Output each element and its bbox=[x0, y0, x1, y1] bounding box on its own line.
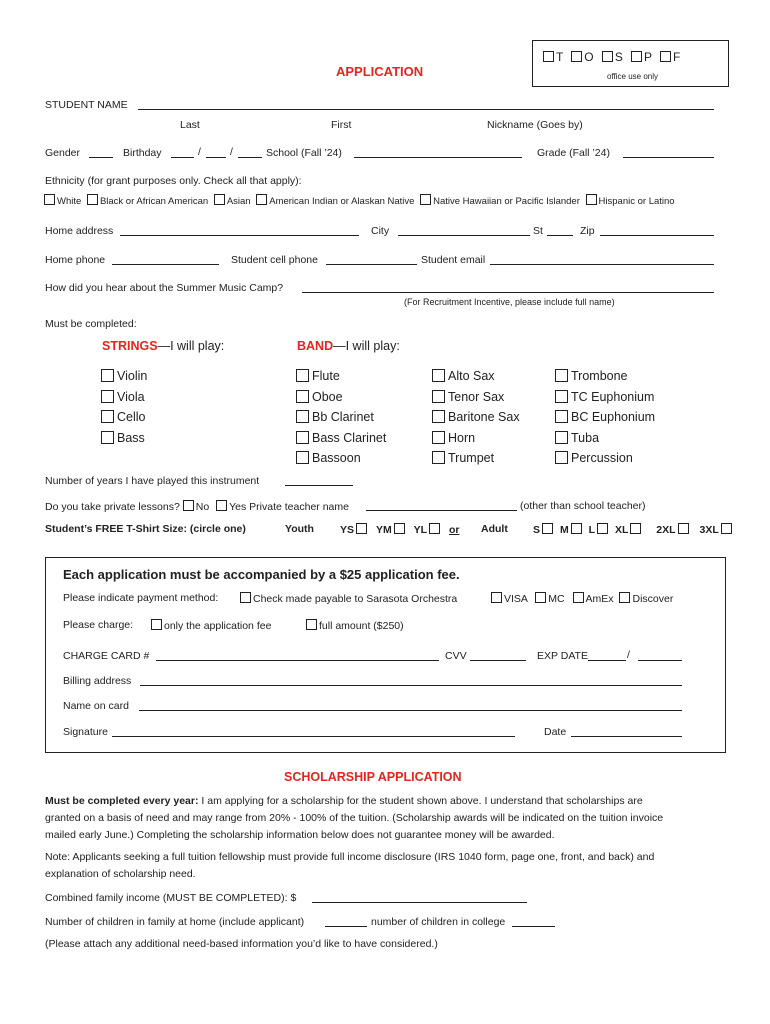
checkbox-icon[interactable] bbox=[296, 410, 309, 423]
grade-field[interactable] bbox=[623, 147, 714, 158]
years-played-label: Number of years I have played this instrument bbox=[45, 475, 260, 487]
band-item[interactable] bbox=[555, 448, 655, 469]
referral-field[interactable] bbox=[302, 282, 714, 293]
zip-field[interactable] bbox=[600, 225, 714, 236]
amex-checkbox[interactable] bbox=[573, 592, 584, 603]
strings-heading bbox=[102, 339, 224, 353]
amex-label: AmEx bbox=[585, 593, 614, 605]
state-field[interactable] bbox=[547, 225, 573, 236]
city-field[interactable] bbox=[398, 225, 530, 236]
band-list-1 bbox=[296, 366, 386, 469]
checkbox-icon[interactable] bbox=[296, 451, 309, 464]
children-college-label: number of children in college bbox=[371, 916, 506, 928]
band-item[interactable] bbox=[296, 366, 386, 387]
charge-option-fee bbox=[151, 619, 271, 632]
student-name-label: STUDENT NAME bbox=[45, 99, 128, 111]
size-xl-checkbox[interactable] bbox=[630, 523, 641, 534]
ethnicity-checkbox-american-indian[interactable] bbox=[256, 194, 267, 205]
office-checkbox-t[interactable] bbox=[543, 51, 554, 62]
nickname-caption: Nickname (Goes by) bbox=[487, 119, 583, 131]
cvv-label: CVV bbox=[445, 650, 467, 662]
size-3xl-label: 3XL bbox=[699, 524, 719, 536]
payment-method-label: Please indicate payment method: bbox=[63, 592, 219, 604]
card-number-label: CHARGE CARD # bbox=[63, 650, 150, 662]
band-item[interactable] bbox=[555, 387, 655, 408]
discover-checkbox[interactable] bbox=[619, 592, 630, 603]
lessons-row bbox=[45, 500, 349, 513]
checkbox-icon[interactable] bbox=[555, 410, 568, 423]
band-item[interactable] bbox=[296, 448, 386, 469]
instrument-label: Oboe bbox=[312, 389, 343, 404]
cell-phone-field[interactable] bbox=[326, 254, 417, 265]
size-l-checkbox[interactable] bbox=[597, 523, 608, 534]
charge-full-checkbox[interactable] bbox=[306, 619, 317, 630]
band-heading bbox=[297, 339, 400, 353]
office-use-note: office use only bbox=[607, 72, 658, 81]
band-item[interactable] bbox=[555, 428, 655, 449]
band-suffix: —I will play: bbox=[333, 339, 400, 353]
birthday-label: Birthday bbox=[123, 147, 162, 159]
size-ym-label: YM bbox=[375, 524, 392, 536]
exp-sep: / bbox=[627, 649, 630, 661]
ethnicity-option-black: Black or African American bbox=[99, 196, 209, 207]
first-name-caption: First bbox=[331, 119, 352, 131]
home-address-label: Home address bbox=[45, 225, 114, 237]
exp-date-label: EXP DATE bbox=[537, 650, 588, 662]
instrument-label: Percussion bbox=[571, 451, 633, 465]
ethnicity-options bbox=[44, 194, 675, 207]
instrument-label: Viola bbox=[117, 389, 145, 404]
band-item[interactable] bbox=[432, 366, 520, 387]
instrument-label: Bb Clarinet bbox=[312, 410, 374, 424]
band-item[interactable] bbox=[296, 428, 386, 449]
size-ym-checkbox[interactable] bbox=[394, 523, 405, 534]
checkbox-icon[interactable] bbox=[296, 369, 309, 382]
instrument-label: Trombone bbox=[571, 369, 628, 383]
band-title: BAND bbox=[297, 339, 334, 353]
birthday-sep-2: / bbox=[230, 146, 233, 158]
checkbox-icon[interactable] bbox=[101, 410, 114, 423]
checkbox-icon[interactable] bbox=[432, 451, 445, 464]
referral-note: (For Recruitment Incentive, please include full name) bbox=[404, 297, 615, 307]
tshirt-or: or bbox=[448, 524, 460, 536]
attach-note: (Please attach any additional need-based information you’d like to have considered.) bbox=[45, 938, 438, 950]
visa-checkbox[interactable] bbox=[491, 592, 502, 603]
email-label: Student email bbox=[421, 254, 486, 266]
checkbox-icon[interactable] bbox=[555, 390, 568, 403]
checkbox-icon[interactable] bbox=[101, 431, 114, 444]
office-options bbox=[543, 50, 681, 64]
home-address-field[interactable] bbox=[120, 225, 359, 236]
last-name-caption: Last bbox=[180, 119, 200, 131]
check-payment-label: Check made payable to Sarasota Orchestra bbox=[253, 593, 458, 605]
instrument-label: Cello bbox=[117, 410, 146, 424]
instrument-label: Bass Clarinet bbox=[312, 430, 387, 445]
lessons-label: Do you take private lessons? bbox=[45, 501, 180, 513]
band-item[interactable] bbox=[432, 407, 520, 428]
page-title: APPLICATION bbox=[336, 64, 424, 79]
zip-label: Zip bbox=[580, 225, 595, 237]
ethnicity-checkbox-pacific-islander[interactable] bbox=[420, 194, 431, 205]
office-option-f: F bbox=[672, 50, 681, 64]
band-item[interactable] bbox=[296, 407, 386, 428]
date-field[interactable] bbox=[571, 726, 682, 737]
ethnicity-option-hispanic: Hispanic or Latino bbox=[598, 196, 675, 207]
band-item[interactable] bbox=[432, 448, 520, 469]
teacher-label: Private teacher name bbox=[249, 501, 349, 513]
instrument-label: Bass bbox=[117, 430, 145, 445]
size-l-label: L bbox=[588, 524, 596, 536]
payment-methods bbox=[240, 592, 457, 605]
ethnicity-checkbox-asian[interactable] bbox=[214, 194, 225, 205]
signature-label: Signature bbox=[63, 726, 108, 738]
email-field[interactable] bbox=[490, 254, 714, 265]
cvv-field[interactable] bbox=[470, 650, 526, 661]
instrument-label: Baritone Sax bbox=[448, 410, 520, 424]
size-xl-label: XL bbox=[614, 524, 629, 536]
lessons-yes-checkbox[interactable] bbox=[216, 500, 227, 511]
size-2xl-label: 2XL bbox=[656, 524, 676, 536]
must-complete-label: Must be completed: bbox=[45, 318, 137, 330]
scholarship-para-line1 bbox=[45, 795, 643, 807]
instrument-label: Trumpet bbox=[448, 451, 495, 465]
instrument-label: Bassoon bbox=[312, 451, 361, 465]
checkbox-icon[interactable] bbox=[555, 431, 568, 444]
charge-full-label: full amount ($250) bbox=[319, 620, 404, 632]
date-label: Date bbox=[544, 726, 567, 738]
city-label: City bbox=[371, 225, 390, 237]
ethnicity-option-asian: Asian bbox=[226, 196, 251, 207]
checkbox-icon[interactable] bbox=[296, 390, 309, 403]
exp-year-field[interactable] bbox=[638, 650, 682, 661]
checkbox-icon[interactable] bbox=[101, 369, 114, 382]
scholarship-note-line1: Note: Applicants seeking a full tuition fellowship must provide full income disclosure (IRS 1040 form, page one, front, and back) and bbox=[45, 851, 655, 863]
checkbox-icon[interactable] bbox=[555, 451, 568, 464]
fee-heading: Each application must be accompanied by a $25 application fee. bbox=[63, 567, 460, 582]
discover-label: Discover bbox=[632, 593, 674, 605]
size-yl-label: YL bbox=[413, 524, 428, 536]
lessons-yes-label: Yes bbox=[229, 501, 247, 513]
size-m-checkbox[interactable] bbox=[571, 523, 582, 534]
size-s-checkbox[interactable] bbox=[542, 523, 553, 534]
instrument-label: TC Euphonium bbox=[571, 389, 655, 404]
birthday-year-field[interactable] bbox=[238, 147, 262, 158]
name-on-card-label: Name on card bbox=[63, 700, 129, 712]
mc-checkbox[interactable] bbox=[535, 592, 546, 603]
checkbox-icon[interactable] bbox=[296, 431, 309, 444]
ethnicity-label: Ethnicity (for grant purposes only. Check all that apply): bbox=[45, 175, 302, 187]
home-phone-field[interactable] bbox=[112, 254, 219, 265]
band-list-3 bbox=[555, 366, 655, 469]
instrument-label: Tenor Sax bbox=[448, 389, 505, 404]
family-income-label: Combined family income (MUST BE COMPLETED): $ bbox=[45, 892, 297, 904]
instrument-label: Tuba bbox=[571, 430, 600, 445]
instrument-label: Alto Sax bbox=[448, 369, 495, 383]
name-on-card-field[interactable] bbox=[139, 700, 682, 711]
office-checkbox-f[interactable] bbox=[660, 51, 671, 62]
years-played-field[interactable] bbox=[285, 475, 353, 486]
ethnicity-checkbox-black[interactable] bbox=[87, 194, 98, 205]
ethnicity-checkbox-hispanic[interactable] bbox=[586, 194, 597, 205]
size-ys-label: YS bbox=[340, 524, 355, 536]
instrument-label: Violin bbox=[117, 369, 148, 383]
home-phone-label: Home phone bbox=[45, 254, 106, 266]
office-checkbox-p[interactable] bbox=[631, 51, 642, 62]
student-name-field[interactable] bbox=[138, 99, 714, 110]
office-checkbox-s[interactable] bbox=[602, 51, 613, 62]
teacher-note: (other than school teacher) bbox=[520, 500, 646, 512]
office-option-t: T bbox=[556, 50, 564, 64]
ethnicity-option-american-indian: American Indian or Alaskan Native bbox=[269, 196, 415, 207]
cell-phone-label: Student cell phone bbox=[231, 254, 318, 266]
strings-suffix: —I will play: bbox=[157, 339, 225, 353]
referral-label: How did you hear about the Summer Music Camp? bbox=[45, 282, 284, 294]
birthday-day-field[interactable] bbox=[206, 147, 226, 158]
billing-address-field[interactable] bbox=[140, 675, 682, 686]
children-home-field[interactable] bbox=[325, 916, 367, 927]
charge-option-full bbox=[306, 619, 404, 632]
office-checkbox-o[interactable] bbox=[571, 51, 582, 62]
family-income-field[interactable] bbox=[312, 892, 527, 903]
gender-field[interactable] bbox=[89, 147, 113, 158]
children-college-field[interactable] bbox=[512, 916, 555, 927]
band-item[interactable] bbox=[555, 407, 655, 428]
strings-list bbox=[101, 366, 147, 448]
checkbox-icon[interactable] bbox=[101, 390, 114, 403]
scholarship-para-line3: mailed early June.) Completing the scholarship information below does not guarantee money will be awarded. bbox=[45, 829, 555, 841]
checkbox-icon[interactable] bbox=[432, 431, 445, 444]
visa-label: VISA bbox=[504, 593, 528, 605]
signature-field[interactable] bbox=[112, 726, 515, 737]
lessons-no-checkbox[interactable] bbox=[183, 500, 194, 511]
ethnicity-option-white: White bbox=[57, 196, 82, 207]
tshirt-youth-label: Youth bbox=[285, 523, 314, 535]
strings-title: STRINGS bbox=[102, 339, 158, 353]
school-label: School (Fall ’24) bbox=[266, 147, 342, 159]
size-m-label: M bbox=[559, 524, 569, 536]
birthday-month-field[interactable] bbox=[171, 147, 194, 158]
size-yl-checkbox[interactable] bbox=[429, 523, 440, 534]
teacher-field[interactable] bbox=[366, 500, 517, 511]
charge-fee-checkbox[interactable] bbox=[151, 619, 162, 630]
ethnicity-option-pacific-islander: Native Hawaiian or Pacific Islander bbox=[433, 196, 580, 207]
state-label: St bbox=[533, 225, 543, 237]
band-item[interactable] bbox=[432, 387, 520, 408]
children-home-label: Number of children in family at home (include applicant) bbox=[45, 916, 305, 928]
exp-month-field[interactable] bbox=[588, 650, 626, 661]
size-s-label: S bbox=[533, 524, 541, 536]
strings-item[interactable] bbox=[101, 366, 147, 387]
tshirt-adult-sizes bbox=[533, 523, 734, 536]
tshirt-label: Student’s FREE T-Shirt Size: (circle one) bbox=[45, 523, 246, 535]
school-field[interactable] bbox=[354, 147, 522, 158]
mc-label: MC bbox=[548, 593, 565, 605]
gender-label: Gender bbox=[45, 147, 81, 159]
grade-label: Grade (Fall ’24) bbox=[537, 147, 610, 159]
office-option-p: P bbox=[644, 50, 653, 64]
scholarship-para-line2: granted on a basis of need and may range from 20% - 100% of the tuition. (Scholarship awards will be indicated on the tuition invoice bbox=[45, 812, 664, 824]
size-3xl-checkbox[interactable] bbox=[721, 523, 732, 534]
checkbox-icon[interactable] bbox=[555, 369, 568, 382]
band-item[interactable] bbox=[555, 366, 655, 387]
scholarship-lead-text: I am applying for a scholarship for the student shown above. I understand that scholarships are bbox=[198, 795, 643, 807]
tshirt-adult-label: Adult bbox=[481, 523, 508, 535]
office-option-o: O bbox=[584, 50, 595, 64]
band-item[interactable] bbox=[296, 387, 386, 408]
instrument-label: Horn bbox=[448, 430, 476, 445]
strings-item[interactable] bbox=[101, 428, 147, 449]
strings-item[interactable] bbox=[101, 387, 147, 408]
scholarship-title: SCHOLARSHIP APPLICATION bbox=[284, 770, 462, 784]
charge-fee-label: only the application fee bbox=[164, 620, 272, 632]
card-types bbox=[491, 592, 673, 605]
lessons-no-label: No bbox=[195, 501, 210, 513]
billing-address-label: Billing address bbox=[63, 675, 132, 687]
strings-item[interactable] bbox=[101, 407, 147, 428]
size-ys-checkbox[interactable] bbox=[356, 523, 367, 534]
band-list-2 bbox=[432, 366, 520, 469]
scholarship-note-line2: explanation of scholarship need. bbox=[45, 868, 196, 880]
ethnicity-checkbox-white[interactable] bbox=[44, 194, 55, 205]
check-payment-checkbox[interactable] bbox=[240, 592, 251, 603]
instrument-label: Flute bbox=[312, 369, 340, 383]
instrument-label: BC Euphonium bbox=[571, 410, 656, 424]
card-number-field[interactable] bbox=[156, 650, 439, 661]
band-item[interactable] bbox=[432, 428, 520, 449]
tshirt-youth-sizes bbox=[340, 523, 459, 536]
size-2xl-checkbox[interactable] bbox=[678, 523, 689, 534]
birthday-sep-1: / bbox=[198, 146, 201, 158]
checkbox-icon[interactable] bbox=[432, 369, 445, 382]
office-option-s: S bbox=[614, 50, 624, 64]
checkbox-icon[interactable] bbox=[432, 390, 445, 403]
charge-label: Please charge: bbox=[63, 619, 134, 631]
checkbox-icon[interactable] bbox=[432, 410, 445, 423]
scholarship-lead-bold: Must be completed every year: bbox=[45, 795, 199, 807]
